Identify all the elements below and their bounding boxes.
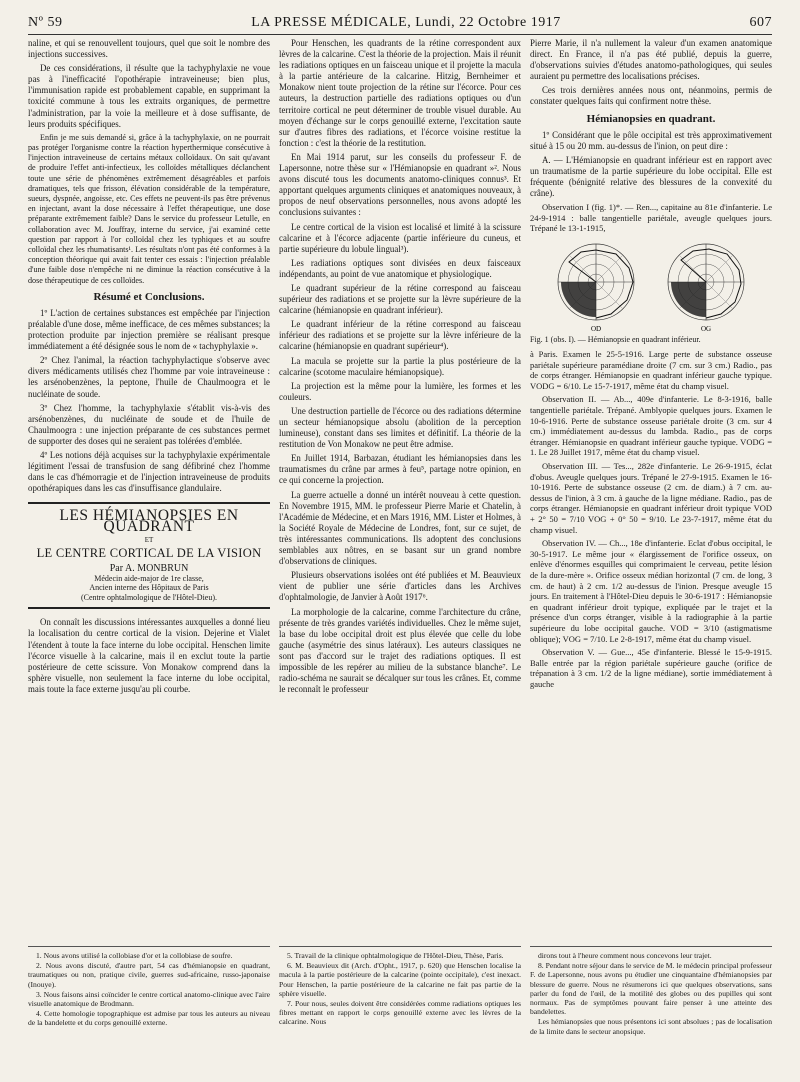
paragraph: 1º Considérant que le pôle occipital est très approximativement situé à 15 ou 20 mm. au-dessus de l'inion, on peut dire : (530, 129, 772, 151)
paragraph: De ces considérations, il résulte que la tachyphylaxie ne voue pas à l'inefficacité l'opothérapie intraveineuse; bien plus, l'immunisation rapide est probablement capable, en supprimant la toxicité commune à tous les extraits organiques, de permettre l'administration, par la voie la meilleure et à dose suffisante, de leurs produits spécifiques. (28, 63, 270, 129)
issue-number: Nº 59 (28, 15, 63, 30)
footnote: 8. Pendant notre séjour dans le service de M. le médecin principal professeur F. de Lapersonne, nous avons pu étudier une cinquantaine d'hémianopsies par blessure de guerre. Nous ne résumerons ici que quelques observations, sans parler du fond de l'œil, de la motilité des globes ou des pupilles qui sont normaux. Pas de symptômes pouvant faire penser à une atteinte des bandelettes. (530, 961, 772, 1017)
footnote: 1. Nous avons utilisé la collobiase d'or et la collobiase de soufre. (36, 951, 233, 960)
footnote: 6. M. Beauvieux dit (Arch. d'Opht., 1917, p. 620) que Henschen localise la macula à la partie postérieure de la calcarine (pointe occipitale), c'est inexact. Pour Henschen, la partie postérieure de la calcarine ne fait pas partie de la sphère visuelle. (279, 961, 521, 998)
footnote: 4. Cette homologie topographique est admise par tous les auteurs au niveau de la bandelette et du corps genouillé externe. (28, 1009, 270, 1028)
footnotes-col3 (530, 946, 772, 1037)
conclusion-4: 4º Les notions déjà acquises sur la tachyphylaxie expérimentale légitiment l'essai de transfusion de sang défibriné chez l'homme dans le cas d'hémorragie et de l'injection intraveineuse de produits opothérapiques dans les cas d'insuffisance glandulaire. (28, 450, 270, 494)
paragraph: Ces trois dernières années nous ont, néanmoins, permis de constater quelques faits qui confirment notre thèse. (530, 85, 772, 107)
conclusion-item: Le centre cortical de la vision est localisé et limité à la scissure calcarine et à l'écorce adjacente (partie inférieure du cuneus, et partie supérieure du lobule lingual³). (279, 221, 521, 254)
page-header (28, 12, 772, 35)
paragraph: naline, et qui se renouvellent toujours, quel que soit le nombre des injections successives. (28, 38, 270, 60)
footnote: dirons tout à l'heure comment nous concevons leur trajet. (538, 951, 712, 960)
conclusion-item: La projection est la même pour la lumière, les formes et les couleurs. (279, 380, 521, 402)
conclusion-item: La macula se projette sur la partie la plus postérieure de la calcarine (scotome maculaire hémianopsique). (279, 355, 521, 377)
visual-field-left (558, 244, 634, 320)
section-heading: Hémianopsies en quadrant. (586, 112, 716, 125)
observation-5: Observation V. — Gue..., 45e d'infanterie. Blessé le 15-9-1915. Balle entrée par la région pariétale supérieure gauche (orifice de trépanation à 3 cm. 1/2 de la ligne médiane), sortie immédiatement à gauche (530, 647, 772, 689)
conclusion-3: 3º Chez l'homme, la tachyphylaxie s'établit vis-à-vis des arsénobenzènes, du nucléinate de soude et de l'huile de Chaulmoogra : une injection préparante de ces substances permet de supporter des doses qui ne seraient pas tolérées d'emblée. (28, 402, 270, 446)
footnote: 3. Nous faisons ainsi coïncider le centre cortical anatomo-clinique avec l'aire visuelle anatomique de Brodmann. (28, 989, 270, 1009)
affiliation-1: Médecin aide-major de 1re classe, (94, 573, 204, 583)
small-print-block (28, 133, 270, 286)
paragraph: Plusieurs observations isolées ont été publiées et M. Beauvieux vient de publier une série d'articles dans les Archives d'ophtalmologie, de Janvier à Août 1917⁶. (279, 570, 521, 603)
paragraph: Pour Henschen, les quadrants de la rétine correspondent aux lèvres de la calcarine. C'est la théorie de la projection. Mais il réunit les radiations optiques en un faisceau unique et il projette la macula à la partie antérieure de la calcarine. Hitzig, Bernheimer et Monakow nient toute projection de la rétine sur l'écorce. Pour ces auteurs, la destruction partielle des radiations optiques ou d'un territoire cortical ne peut déterminer de trouble visuel durable. Au moyen d'échange sur le corps genouillé externe, l'excitation saute sur d'autres fibres des radiations, et l'écorce voisine restitue la fonction : c'est la théorie de la restitution. (279, 38, 521, 148)
footnote: 5. Travail de la clinique ophtalmologique de l'Hôtel-Dieu, Thèse, Paris. (287, 951, 504, 960)
paragraph: Enfin je me suis demandé si, grâce à la tachyphylaxie, on ne pourrait pas protéger l'organisme contre la réaction hyperthermique consécutive à l'injection intraveineuse de certains métaux colloïdaux. On sait qu'avant de produire l'effet anti-infectieux, les colloïdes métalliques déclanchent toute une série de phénomènes extrêmement désagréables et parfois dramatiques, tels que frisson, élévation considérable de la température, sueurs, dyspnée, angoisse, etc. Ces effets ne peuvent-ils pas être prévenus en injectant, avant la dose nécessaire à l'effet thérapeutique, une dose préparante extrêmement faible? Dans le service du professeur Letulle, en collaboration avec M. Jouffray, interne du service, j'ai examiné cette question par rapport à l'or colloïdal chez les typhiques et au soufre colloïdal chez les rhumatisants¹. Les résultats n'ont pas été conformes à la conception théorique qui avait fait tenter ces essais : l'injection préalable d'une faible dose n'empêche ni ne diminue la réaction consécutive à la dose thérapeutique de ces colloïdes. (28, 132, 270, 285)
journal-title: LA PRESSE MÉDICALE, Lundi, 22 Octobre 1917 (251, 15, 561, 30)
conclusion-1: 1º L'action de certaines substances est empêchée par l'injection préalable d'une dose, même inefficace, de ces mêmes substances; la protection produite par injection première se réalisant presque immédiatement a été désignée sous le nom de « tachyphylaxie ». (28, 307, 270, 352)
visual-field-right (668, 244, 744, 320)
article-title-block (28, 502, 270, 602)
paragraph: A. — L'Hémianopsie en quadrant inférieur est en rapport avec un traumatisme de la partie supérieure du lobe occipital. Elle est fréquente (bénignité relative des blessures de la convexité du crâne). (530, 154, 772, 199)
footnote: 7. Pour nous, seules doivent être considérées comme radiations optiques les fibres mettant en rapport le corps genouillé externe avec les lèvres de la calcarine. Nous (279, 999, 521, 1027)
affiliation-2: Ancien interne des Hôpitaux de Paris (89, 583, 209, 593)
paragraph: Pierre Marie, il n'a nullement la valeur d'un examen anatomique direct. En France, il n'a pas été publié, depuis la guerre, d'observations suivies d'études anatomo-pathologiques, qui seules auraient pu permettre des localisations précises. (530, 38, 772, 82)
divider (28, 607, 270, 609)
conclusion-item: Le quadrant supérieur de la rétine correspond au faisceau supérieur des radiations et se projette sur la lèvre supérieure de la calcarine (hémianopsie en quadrant inférieur). (279, 282, 521, 316)
column-3 (530, 38, 772, 693)
conclusion-item: Une destruction partielle de l'écorce ou des radiations détermine un secteur hémianopsique absolu (abolition de la perception lumineuse), constant dans ses limites et définitif. La théorie de la restitution de Von Monakow ne peut être admise. (279, 405, 521, 450)
observation-2: Observation II. — Ab..., 409e d'infanterie. Le 8-3-1916, balle tangentielle pariétale. Trépané. Amblyopie quelques jours. Examen le 10-6-1916. Perte de substance osseuse pariétale droite (3 cm. sur 4 cm.) immédiatement au-dessus du lambda. Radio., pas de corps étranger. Hémianopsie en quadrant inférieur gauche typique. VODG = 1. Le 28 Juillet 1917, même état du champ visuel. (530, 394, 772, 458)
section-heading: Résumé et Conclusions. (93, 290, 205, 303)
paragraph: On connaît les discussions intéressantes auxquelles a donné lieu la localisation du centre cortical de la vision. Dejerine et Vialet l'étendent à toute la face interne du lobe occipital. Henschen limite l'écorce visuelle à la calcarine, mais il en exclut toute la partie postérieure de cette scissure. Von Monakow comprend dans la sphère visuelle, non seulement la face interne du lobe occipital, mais toute la face externe jusqu'au pli courbe. (28, 617, 270, 694)
paragraph: La guerre actuelle a donné un intérêt nouveau à cette question. En Novembre 1915, MM. le professeur Pierre Marie et Chatelin, à l'Académie de Médecine, et en Mars 1916, MM. Lister et Holmes, à la Société Royale de Médecine de Londres, font, sur ce sujet, de très intéressantes communications. Ils adoptent des conclusions semblables aux nôtres, en se basant sur un grand nombre d'observations de cliniques. (279, 489, 521, 567)
figure-caption: Fig. 1 (obs. I). — Hémianopsie en quadrant inférieur. (530, 335, 701, 344)
figure-1 (530, 240, 772, 345)
article-subtitle: LE CENTRE CORTICAL DE LA VISION (36, 545, 262, 560)
affiliation-3: (Centre ophtalmologique de l'Hôtel-Dieu). (80, 592, 218, 602)
footnotes-col2 (279, 946, 521, 1028)
footnotes-col1 (28, 946, 270, 1029)
observation-1: Observation I (fig. 1)*. — Ren..., capitaine au 81e d'infanterie. Le 24-9-1914 : balle tangentielle pariétale, aveugle quelques jours. Trépané le 13-1-1915, (530, 202, 772, 234)
column-2 (279, 38, 521, 698)
footnote: 2. Nous avons discuté, d'autre part, 54 cas d'hémianopsie en quadrant, traumatiques ou non, pratique civile, guerres sud-africaine, russo-japonaise (Inouye). (28, 961, 270, 989)
article-title: LES HÉMIANOPSIES EN QUADRANT (59, 507, 239, 536)
paragraph: En Juillet 1914, Barbazan, étudiant les hémianopsies dans les traumatismes du crâne par armes à feu⁵, partage notre opinion, en ce qui concerne la projection. (279, 453, 521, 486)
conclusion-item: Le quadrant inférieur de la rétine correspond au faisceau inférieur des radiations et se projette sur la lèvre inférieure de la calcarine (hémianopsie en quadrant supérieur⁴). (279, 319, 521, 352)
visual-field-charts (541, 240, 761, 332)
observation-3: Observation III. — Tes..., 282e d'infanterie. Le 26-9-1915, éclat d'obus. Aveugle quelques jours. Trépané le 27-9-1915. Examen le 16-10-1916. Perte de substance osseuse (2 cm. de diam.) à 7 cm. au-dessus de l'inion, à 3 cm. à gauche de la ligne médiane. Radio., pas de corps étranger. Hémianopsie en quadrant inférieur droit typique VOD + 2° 50 = 7/10 VOG + 0° 50 = 9/10. Le 23-7-1917, même état du champ visuel. (530, 461, 772, 535)
footnote: Les hémianopsies que nous présentons ici sont absolues ; pas de localisation de la limite dans le secteur anopsique. (530, 1017, 772, 1036)
paragraph: La morphologie de la calcarine, comme l'architecture du crâne, présente de très grandes variétés individuelles. Chez le même sujet, la base du lobe occipital droit est plus élevée que celle du lobe gauche (asymétrie des sinus latéraux). Les auteurs classiques ne sont pas d'accord sur le trajet des radiations optiques. Il est impossible de les repérer au milieu de la substance blanche⁷. Le radio-schéma ne saurait se décalquer sur tous les crânes. Et, comme le reconnaît le professeur (279, 606, 521, 695)
label-od: OD (590, 325, 602, 332)
label-og: OG (700, 325, 712, 332)
paragraph: En Mai 1914 parut, sur les conseils du professeur F. de Lapersonne, notre thèse sur « l'Hémianopsie en quadrant »². Nous avons discuté tous les documents anatomo-cliniques connus³. Et apportant quelques arguments cliniques et anatomiques nouveaux, à propos de neuf observations personnelles, nous avons adopté les conclusions suivantes : (279, 151, 521, 218)
conclusion-2: 2º Chez l'animal, la réaction tachyphylactique s'observe avec divers médicaments utilisés chez l'homme par voie intraveineuse : les arsénobenzènes, la peptone, l'huile de Chaulmoogra et le nucléinate de soude. (28, 355, 270, 399)
column-1 (28, 38, 270, 698)
observation-4: Observation IV. — Ch..., 18e d'infanterie. Eclat d'obus occipital, le 30-5-1917. Le même jour « élargissement de l'orifice osseux, on enlève d'énormes esquilles qui comprimaient le cerveau, petite lésion de la dure-mère ». Orifice osseux médian horizontal (7 cm. de long, 3 cm. de haut) à 2 cm. 1/2 au-dessus de l'inion. Presque aveugle 15 jours. En traitement à l'Hôtel-Dieu depuis le 30-6-1917 : Hémianopsie en quadrant inférieur droit typique, expliquée par le trajet et la présence d'un corps étranger, visible à la radiographie à la partie supérieure du lobe occipital gauche. VOD = 3/10 (astigmatisme oblique); VOG = 7/10. Le 2-8-1917, même état du champ visuel. (530, 538, 772, 644)
conclusion-item: Les radiations optiques sont divisées en deux faisceaux indépendants, au point de vue anatomique et physiologique. (279, 257, 521, 279)
title-conjunction: ET (144, 535, 154, 544)
author: Par A. MONBRUN (109, 562, 189, 574)
page-number: 607 (749, 15, 772, 30)
observation-1-continued: à Paris. Examen le 25-5-1916. Large perte de substance osseuse pariétale supérieure paramédiane droite (7 cm. sur 3 cm.) Radio., pas de corps étranger. Hémianopsie en quadrant inférieur gauche typique. VODG = 6/10. Le 15-7-1917, même état du champ visuel. (530, 349, 772, 391)
